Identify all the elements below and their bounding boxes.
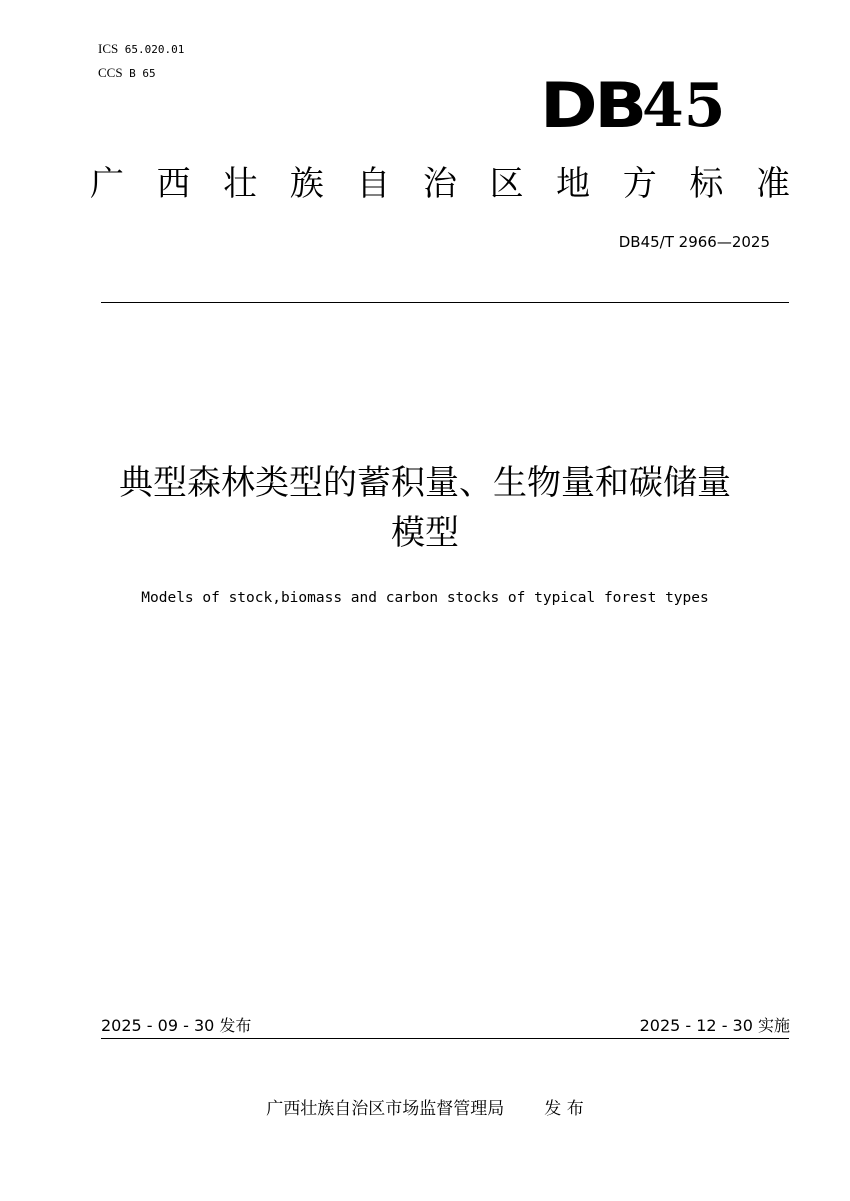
top-divider [101,302,789,303]
standard-type-char: 方 [622,164,657,204]
issuer-action: 发 布 [544,1099,584,1119]
bottom-divider [101,1038,789,1039]
db-logo [540,69,740,142]
issuing-authority [0,1098,850,1120]
issuer-name: 广西壮族自治区市场监督管理局 [266,1099,505,1119]
standard-code: DB45/T 2966—2025 [618,233,770,251]
ccs-line [98,65,156,82]
ccs-code: B 65 [129,67,156,80]
document-title-cn [50,458,800,558]
document-title-cn-line1: 典型森林类型的蓄积量、生物量和碳储量 [119,463,731,503]
standard-type-char: 壮 [223,164,258,204]
standard-type-heading [90,162,790,206]
standard-type-char: 治 [422,164,457,204]
ics-line [98,41,184,58]
db-logo-number: 45 [642,71,726,141]
standard-type-char: 地 [556,164,591,204]
db-logo-prefix: DB [540,69,644,142]
implementation-date: 2025 - 12 - 30 实施 [639,1016,790,1035]
standard-type-char: 标 [689,164,724,204]
standard-type-char: 族 [289,164,324,204]
standard-type-char: 西 [156,164,191,204]
ics-code: 65.020.01 [124,43,185,56]
standard-type-char: 广 [90,164,124,204]
standard-type-char: 区 [489,164,524,204]
standard-type-char: 自 [356,164,391,204]
document-title-en: Models of stock,biomass and carbon stocks of typical forest types [141,590,709,606]
ccs-label: CCS [98,65,123,80]
standard-type-char: 准 [755,164,790,204]
document-title-cn-line2: 模型 [391,513,459,553]
issue-date: 2025 - 09 - 30 发布 [101,1016,252,1035]
ics-label: ICS [98,41,119,56]
